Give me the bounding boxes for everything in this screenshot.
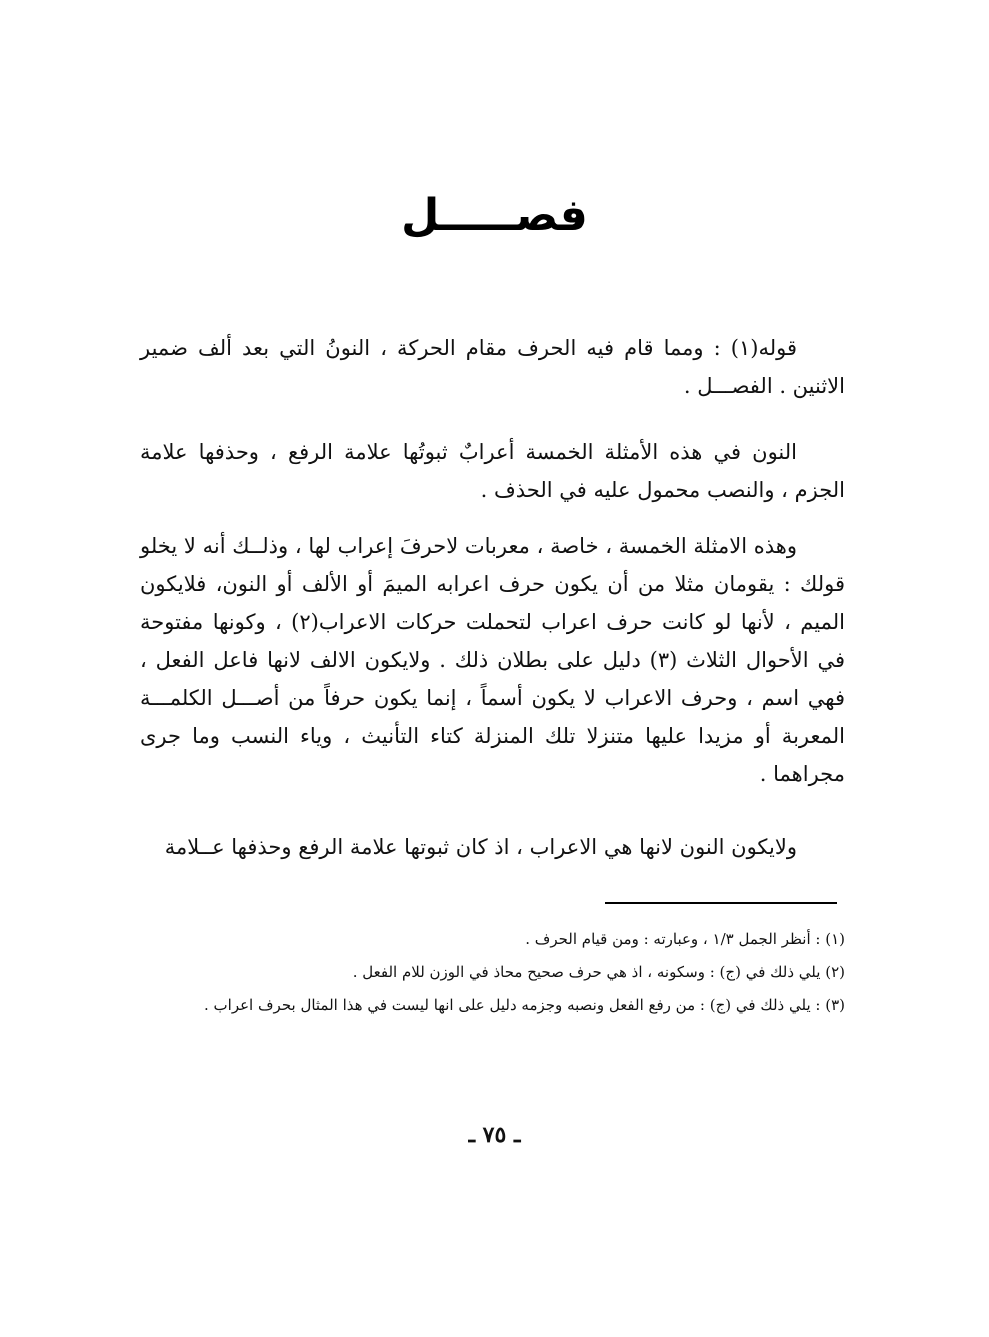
footnote-1: (١) : أنظر الجمل ١/٣ ، وعبارته : ومن قيام الحرف .: [525, 930, 845, 948]
footnotes: [140, 928, 845, 1027]
paragraph-2: النون في هذه الأمثلة الخمسة أعرابٌ ثبوتُها علامة الرفع ، وحذفها علامة الجزم ، والنصب محمول عليه في الحذف .: [140, 440, 845, 502]
paragraph-1: قوله(١) : ومما قام فيه الحرف مقام الحركة ، النونُ التي بعد ألف ضمير الاثنين . الفصـــل .: [140, 336, 845, 398]
footnote-2: (٢) يلي ذلك في (ج) : وسكونه ، اذ هي حرف صحيح محاذ في الوزن للام الفعل .: [352, 963, 845, 981]
footnote-3: (٣) : يلي ذلك في (ج) : من رفع الفعل ونصبه وجزمه دليل على انها ليست في هذا المثال بحرف اعراب .: [204, 996, 845, 1014]
footnote-divider: [605, 902, 837, 904]
paragraph-3: وهذه الامثلة الخمسة ، خاصة ، معربات لاحرفَ إعراب لها ، وذلــك أنه لا يخلو قولك : يقومان مثلا من أن يكون حرف اعرابه الميمَ أو الألف أو النون، فلايكون الميم ، لأنها لو كانت حرف اعراب لتحملت حركات الاعراب(٢) ، وكونها مفتوحة في الأحوال الثلاث (٣) دليل على بطلان ذلك . ولايكون الالف لانها فاعل الفعل ، فهي اسم ، وحرف الاعراب لا يكون أسماً ، إنما يكون حرفاً من أصـــل الكلمـــة المعربة أو مزيدا عليها متنزلا تلك المنزلة كتاء التأنيث ، وياء النسب وما جرى مجراهما .: [140, 534, 845, 786]
chapter-title: فصـــــل: [401, 190, 588, 241]
paragraph-4: ولايكون النون لانها هي الاعراب ، اذ كان ثبوتها علامة الرفع وحذفها عــلامة: [164, 835, 797, 859]
page-number: ـ ٧٥ ـ: [468, 1122, 521, 1148]
